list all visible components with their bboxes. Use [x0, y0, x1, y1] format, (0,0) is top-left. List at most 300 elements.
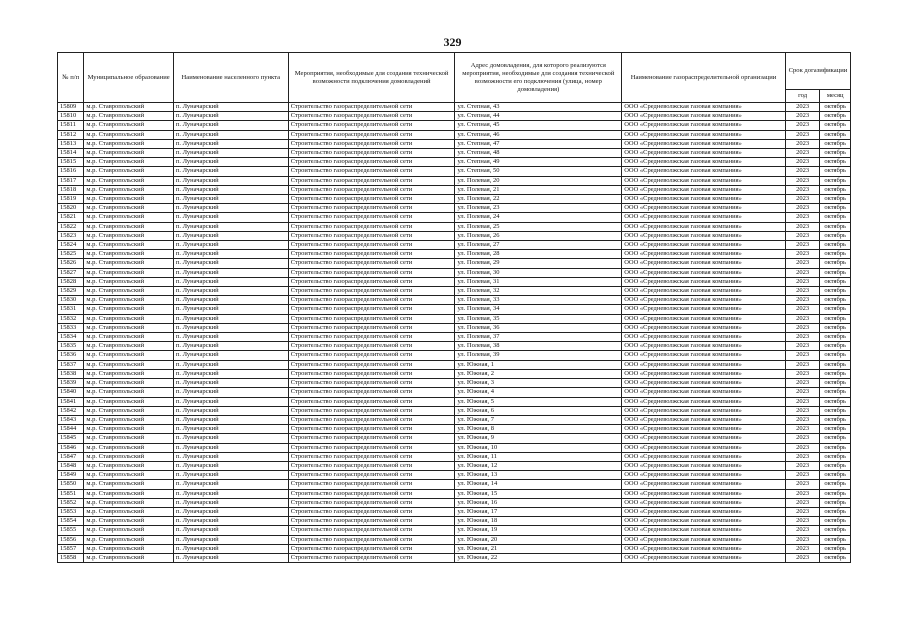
table-row — [58, 342, 851, 351]
cell-municipality: м.р. Ставропольский — [84, 139, 173, 148]
table-row — [58, 507, 851, 516]
cell-month: октябрь — [820, 149, 851, 158]
cell-year: 2023 — [785, 149, 820, 158]
cell-municipality: м.р. Ставропольский — [84, 296, 173, 305]
cell-municipality: м.р. Ставропольский — [84, 268, 173, 277]
cell-activity: Строительство газораспределительной сети — [288, 498, 455, 507]
table-row — [58, 121, 851, 130]
cell-number: 15836 — [58, 351, 84, 360]
header-municipality: Муниципальное образование — [84, 53, 173, 103]
cell-municipality: м.р. Ставропольский — [84, 425, 173, 434]
cell-month: октябрь — [820, 277, 851, 286]
cell-municipality: м.р. Ставропольский — [84, 314, 173, 323]
cell-activity: Строительство газораспределительной сети — [288, 185, 455, 194]
cell-year: 2023 — [785, 250, 820, 259]
cell-number: 15852 — [58, 498, 84, 507]
cell-month: октябрь — [820, 195, 851, 204]
cell-activity: Строительство газораспределительной сети — [288, 369, 455, 378]
cell-number: 15817 — [58, 176, 84, 185]
cell-organization: ООО «Средневолжская газовая компания» — [622, 130, 786, 139]
cell-organization: ООО «Средневолжская газовая компания» — [622, 480, 786, 489]
cell-number: 15812 — [58, 130, 84, 139]
table-row — [58, 259, 851, 268]
cell-activity: Строительство газораспределительной сети — [288, 231, 455, 240]
cell-address: ул. Южная, 1 — [455, 360, 622, 369]
cell-organization: ООО «Средневолжская газовая компания» — [622, 185, 786, 194]
cell-year: 2023 — [785, 130, 820, 139]
cell-number: 15829 — [58, 287, 84, 296]
cell-organization: ООО «Средневолжская газовая компания» — [622, 526, 786, 535]
cell-address: ул. Степная, 47 — [455, 139, 622, 148]
cell-locality: п. Луначарский — [173, 553, 288, 562]
cell-organization: ООО «Средневолжская газовая компания» — [622, 323, 786, 332]
table-row — [58, 268, 851, 277]
cell-number: 15857 — [58, 544, 84, 553]
cell-locality: п. Луначарский — [173, 287, 288, 296]
table-row — [58, 250, 851, 259]
cell-municipality: м.р. Ставропольский — [84, 112, 173, 121]
cell-address: ул. Степная, 50 — [455, 167, 622, 176]
cell-month: октябрь — [820, 213, 851, 222]
cell-address: ул. Полевая, 38 — [455, 342, 622, 351]
cell-year: 2023 — [785, 323, 820, 332]
cell-month: октябрь — [820, 112, 851, 121]
cell-address: ул. Южная, 13 — [455, 471, 622, 480]
cell-locality: п. Луначарский — [173, 204, 288, 213]
cell-organization: ООО «Средневолжская газовая компания» — [622, 314, 786, 323]
cell-address: ул. Полевая, 37 — [455, 333, 622, 342]
table-row — [58, 323, 851, 332]
cell-locality: п. Луначарский — [173, 268, 288, 277]
table-row — [58, 434, 851, 443]
cell-number: 15825 — [58, 250, 84, 259]
cell-number: 15824 — [58, 241, 84, 250]
cell-month: октябрь — [820, 204, 851, 213]
cell-locality: п. Луначарский — [173, 323, 288, 332]
cell-number: 15833 — [58, 323, 84, 332]
cell-address: ул. Полевая, 34 — [455, 305, 622, 314]
cell-year: 2023 — [785, 333, 820, 342]
cell-address: ул. Южная, 21 — [455, 544, 622, 553]
cell-number: 15816 — [58, 167, 84, 176]
cell-organization: ООО «Средневолжская газовая компания» — [622, 287, 786, 296]
cell-organization: ООО «Средневолжская газовая компания» — [622, 241, 786, 250]
cell-activity: Строительство газораспределительной сети — [288, 489, 455, 498]
cell-activity: Строительство газораспределительной сети — [288, 397, 455, 406]
cell-month: октябрь — [820, 526, 851, 535]
table-row — [58, 103, 851, 112]
cell-year: 2023 — [785, 296, 820, 305]
table-row — [58, 195, 851, 204]
cell-month: октябрь — [820, 461, 851, 470]
cell-year: 2023 — [785, 360, 820, 369]
cell-municipality: м.р. Ставропольский — [84, 480, 173, 489]
cell-municipality: м.р. Ставропольский — [84, 526, 173, 535]
cell-month: октябрь — [820, 434, 851, 443]
cell-year: 2023 — [785, 443, 820, 452]
cell-month: октябрь — [820, 323, 851, 332]
cell-year: 2023 — [785, 268, 820, 277]
cell-locality: п. Луначарский — [173, 360, 288, 369]
cell-municipality: м.р. Ставропольский — [84, 369, 173, 378]
cell-month: октябрь — [820, 443, 851, 452]
cell-municipality: м.р. Ставропольский — [84, 195, 173, 204]
cell-locality: п. Луначарский — [173, 471, 288, 480]
cell-month: октябрь — [820, 139, 851, 148]
cell-number: 15823 — [58, 231, 84, 240]
table-row — [58, 489, 851, 498]
cell-municipality: м.р. Ставропольский — [84, 185, 173, 194]
cell-municipality: м.р. Ставропольский — [84, 471, 173, 480]
cell-activity: Строительство газораспределительной сети — [288, 452, 455, 461]
cell-address: ул. Южная, 15 — [455, 489, 622, 498]
cell-organization: ООО «Средневолжская газовая компания» — [622, 305, 786, 314]
cell-activity: Строительство газораспределительной сети — [288, 388, 455, 397]
cell-year: 2023 — [785, 259, 820, 268]
cell-locality: п. Луначарский — [173, 158, 288, 167]
cell-year: 2023 — [785, 277, 820, 286]
cell-organization: ООО «Средневолжская газовая компания» — [622, 452, 786, 461]
header-term: Срок догазификации — [785, 53, 850, 90]
cell-month: октябрь — [820, 425, 851, 434]
cell-number: 15850 — [58, 480, 84, 489]
cell-municipality: м.р. Ставропольский — [84, 149, 173, 158]
cell-number: 15844 — [58, 425, 84, 434]
cell-municipality: м.р. Ставропольский — [84, 360, 173, 369]
table-row — [58, 360, 851, 369]
cell-year: 2023 — [785, 222, 820, 231]
cell-month: октябрь — [820, 498, 851, 507]
cell-address: ул. Степная, 45 — [455, 121, 622, 130]
cell-organization: ООО «Средневолжская газовая компания» — [622, 222, 786, 231]
cell-month: октябрь — [820, 268, 851, 277]
header-activity: Мероприятия, необходимые для создания технической возможности подключения домовладений — [288, 53, 455, 103]
cell-activity: Строительство газораспределительной сети — [288, 461, 455, 470]
cell-number: 15832 — [58, 314, 84, 323]
cell-locality: п. Луначарский — [173, 397, 288, 406]
table-row — [58, 130, 851, 139]
cell-year: 2023 — [785, 434, 820, 443]
cell-locality: п. Луначарский — [173, 305, 288, 314]
cell-municipality: м.р. Ставропольский — [84, 535, 173, 544]
cell-municipality: м.р. Ставропольский — [84, 544, 173, 553]
cell-locality: п. Луначарский — [173, 130, 288, 139]
cell-activity: Строительство газораспределительной сети — [288, 139, 455, 148]
cell-year: 2023 — [785, 535, 820, 544]
cell-month: октябрь — [820, 471, 851, 480]
cell-month: октябрь — [820, 121, 851, 130]
cell-organization: ООО «Средневолжская газовая компания» — [622, 176, 786, 185]
cell-year: 2023 — [785, 241, 820, 250]
cell-address: ул. Южная, 18 — [455, 517, 622, 526]
cell-number: 15840 — [58, 388, 84, 397]
cell-municipality: м.р. Ставропольский — [84, 305, 173, 314]
cell-year: 2023 — [785, 461, 820, 470]
cell-address: ул. Полевая, 31 — [455, 277, 622, 286]
cell-number: 15854 — [58, 517, 84, 526]
header-year: год — [785, 90, 820, 103]
cell-locality: п. Луначарский — [173, 452, 288, 461]
page-number: 329 — [443, 35, 462, 49]
cell-month: октябрь — [820, 314, 851, 323]
cell-address: ул. Южная, 11 — [455, 452, 622, 461]
cell-month: октябрь — [820, 480, 851, 489]
cell-organization: ООО «Средневолжская газовая компания» — [622, 195, 786, 204]
cell-locality: п. Луначарский — [173, 489, 288, 498]
cell-month: октябрь — [820, 130, 851, 139]
cell-number: 15848 — [58, 461, 84, 470]
table-row — [58, 535, 851, 544]
cell-month: октябрь — [820, 167, 851, 176]
cell-locality: п. Луначарский — [173, 149, 288, 158]
cell-number: 15820 — [58, 204, 84, 213]
cell-month: октябрь — [820, 415, 851, 424]
cell-address: ул. Южная, 5 — [455, 397, 622, 406]
cell-organization: ООО «Средневолжская газовая компания» — [622, 277, 786, 286]
cell-activity: Строительство газораспределительной сети — [288, 121, 455, 130]
cell-month: октябрь — [820, 544, 851, 553]
table-row — [58, 425, 851, 434]
cell-organization: ООО «Средневолжская газовая компания» — [622, 342, 786, 351]
cell-activity: Строительство газораспределительной сети — [288, 204, 455, 213]
cell-locality: п. Луначарский — [173, 388, 288, 397]
table-row — [58, 277, 851, 286]
cell-year: 2023 — [785, 121, 820, 130]
cell-year: 2023 — [785, 195, 820, 204]
cell-activity: Строительство газораспределительной сети — [288, 351, 455, 360]
cell-organization: ООО «Средневолжская газовая компания» — [622, 553, 786, 562]
cell-year: 2023 — [785, 176, 820, 185]
cell-organization: ООО «Средневолжская газовая компания» — [622, 379, 786, 388]
cell-year: 2023 — [785, 167, 820, 176]
cell-locality: п. Луначарский — [173, 103, 288, 112]
cell-locality: п. Луначарский — [173, 185, 288, 194]
cell-locality: п. Луначарский — [173, 333, 288, 342]
cell-number: 15830 — [58, 296, 84, 305]
cell-number: 15828 — [58, 277, 84, 286]
cell-locality: п. Луначарский — [173, 112, 288, 121]
cell-month: октябрь — [820, 259, 851, 268]
cell-organization: ООО «Средневолжская газовая компания» — [622, 397, 786, 406]
cell-month: октябрь — [820, 379, 851, 388]
cell-year: 2023 — [785, 213, 820, 222]
cell-year: 2023 — [785, 314, 820, 323]
cell-month: октябрь — [820, 452, 851, 461]
cell-activity: Строительство газораспределительной сети — [288, 434, 455, 443]
cell-locality: п. Луначарский — [173, 369, 288, 378]
cell-number: 15815 — [58, 158, 84, 167]
cell-number: 15831 — [58, 305, 84, 314]
cell-locality: п. Луначарский — [173, 259, 288, 268]
cell-address: ул. Степная, 48 — [455, 149, 622, 158]
table-row — [58, 296, 851, 305]
table-row — [58, 231, 851, 240]
cell-month: октябрь — [820, 158, 851, 167]
cell-address: ул. Южная, 2 — [455, 369, 622, 378]
cell-organization: ООО «Средневолжская газовая компания» — [622, 259, 786, 268]
cell-address: ул. Полевая, 28 — [455, 250, 622, 259]
table-row — [58, 222, 851, 231]
cell-municipality: м.р. Ставропольский — [84, 323, 173, 332]
cell-number: 15826 — [58, 259, 84, 268]
cell-municipality: м.р. Ставропольский — [84, 176, 173, 185]
cell-month: октябрь — [820, 231, 851, 240]
cell-year: 2023 — [785, 112, 820, 121]
cell-organization: ООО «Средневолжская газовая компания» — [622, 489, 786, 498]
cell-municipality: м.р. Ставропольский — [84, 103, 173, 112]
cell-locality: п. Луначарский — [173, 517, 288, 526]
cell-activity: Строительство газораспределительной сети — [288, 222, 455, 231]
cell-organization: ООО «Средневолжская газовая компания» — [622, 213, 786, 222]
cell-address: ул. Южная, 17 — [455, 507, 622, 516]
cell-year: 2023 — [785, 406, 820, 415]
cell-organization: ООО «Средневолжская газовая компания» — [622, 139, 786, 148]
cell-number: 15818 — [58, 185, 84, 194]
cell-year: 2023 — [785, 425, 820, 434]
cell-municipality: м.р. Ставропольский — [84, 121, 173, 130]
cell-year: 2023 — [785, 397, 820, 406]
cell-municipality: м.р. Ставропольский — [84, 158, 173, 167]
cell-address: ул. Южная, 10 — [455, 443, 622, 452]
cell-locality: п. Луначарский — [173, 425, 288, 434]
cell-month: октябрь — [820, 176, 851, 185]
cell-month: октябрь — [820, 342, 851, 351]
cell-municipality: м.р. Ставропольский — [84, 406, 173, 415]
cell-address: ул. Полевая, 20 — [455, 176, 622, 185]
cell-activity: Строительство газораспределительной сети — [288, 314, 455, 323]
cell-address: ул. Степная, 43 — [455, 103, 622, 112]
cell-month: октябрь — [820, 553, 851, 562]
cell-address: ул. Южная, 3 — [455, 379, 622, 388]
cell-number: 15846 — [58, 443, 84, 452]
table-row — [58, 351, 851, 360]
cell-address: ул. Южная, 12 — [455, 461, 622, 470]
cell-organization: ООО «Средневолжская газовая компания» — [622, 360, 786, 369]
cell-municipality: м.р. Ставропольский — [84, 231, 173, 240]
cell-year: 2023 — [785, 517, 820, 526]
cell-address: ул. Южная, 20 — [455, 535, 622, 544]
cell-activity: Строительство газораспределительной сети — [288, 342, 455, 351]
table-row — [58, 544, 851, 553]
cell-activity: Строительство газораспределительной сети — [288, 158, 455, 167]
table-row — [58, 553, 851, 562]
cell-month: октябрь — [820, 535, 851, 544]
cell-year: 2023 — [785, 471, 820, 480]
cell-year: 2023 — [785, 158, 820, 167]
cell-year: 2023 — [785, 204, 820, 213]
cell-activity: Строительство газораспределительной сети — [288, 250, 455, 259]
cell-address: ул. Полевая, 29 — [455, 259, 622, 268]
cell-year: 2023 — [785, 369, 820, 378]
cell-activity: Строительство газораспределительной сети — [288, 268, 455, 277]
cell-locality: п. Луначарский — [173, 314, 288, 323]
cell-organization: ООО «Средневолжская газовая компания» — [622, 434, 786, 443]
cell-activity: Строительство газораспределительной сети — [288, 167, 455, 176]
table-row — [58, 333, 851, 342]
cell-municipality: м.р. Ставропольский — [84, 498, 173, 507]
cell-activity: Строительство газораспределительной сети — [288, 443, 455, 452]
cell-address: ул. Полевая, 23 — [455, 204, 622, 213]
cell-address: ул. Полевая, 27 — [455, 241, 622, 250]
cell-year: 2023 — [785, 553, 820, 562]
cell-number: 15843 — [58, 415, 84, 424]
table-row — [58, 498, 851, 507]
cell-activity: Строительство газораспределительной сети — [288, 176, 455, 185]
cell-organization: ООО «Средневолжская газовая компания» — [622, 406, 786, 415]
cell-number: 15819 — [58, 195, 84, 204]
table-row — [58, 305, 851, 314]
cell-month: октябрь — [820, 397, 851, 406]
cell-municipality: м.р. Ставропольский — [84, 250, 173, 259]
cell-organization: ООО «Средневолжская газовая компания» — [622, 461, 786, 470]
cell-municipality: м.р. Ставропольский — [84, 517, 173, 526]
cell-number: 15849 — [58, 471, 84, 480]
cell-month: октябрь — [820, 360, 851, 369]
header-locality: Наименование населенного пункта — [173, 53, 288, 103]
table-row — [58, 480, 851, 489]
header-organization: Наименование газораспределительной организации — [622, 53, 786, 103]
cell-municipality: м.р. Ставропольский — [84, 351, 173, 360]
cell-year: 2023 — [785, 379, 820, 388]
cell-year: 2023 — [785, 480, 820, 489]
cell-locality: п. Луначарский — [173, 213, 288, 222]
cell-address: ул. Полевая, 39 — [455, 351, 622, 360]
cell-organization: ООО «Средневолжская газовая компания» — [622, 388, 786, 397]
cell-activity: Строительство газораспределительной сети — [288, 471, 455, 480]
cell-month: октябрь — [820, 517, 851, 526]
cell-number: 15821 — [58, 213, 84, 222]
cell-municipality: м.р. Ставропольский — [84, 388, 173, 397]
cell-number: 15842 — [58, 406, 84, 415]
cell-number: 15814 — [58, 149, 84, 158]
cell-activity: Строительство газораспределительной сети — [288, 517, 455, 526]
cell-activity: Строительство газораспределительной сети — [288, 103, 455, 112]
cell-address: ул. Южная, 7 — [455, 415, 622, 424]
cell-address: ул. Южная, 19 — [455, 526, 622, 535]
cell-locality: п. Луначарский — [173, 498, 288, 507]
cell-address: ул. Полевая, 33 — [455, 296, 622, 305]
cell-municipality: м.р. Ставропольский — [84, 342, 173, 351]
cell-locality: п. Луначарский — [173, 379, 288, 388]
cell-number: 15855 — [58, 526, 84, 535]
table-row — [58, 287, 851, 296]
cell-activity: Строительство газораспределительной сети — [288, 112, 455, 121]
cell-year: 2023 — [785, 287, 820, 296]
cell-address: ул. Южная, 14 — [455, 480, 622, 489]
cell-address: ул. Полевая, 21 — [455, 185, 622, 194]
cell-locality: п. Луначарский — [173, 406, 288, 415]
table-row — [58, 314, 851, 323]
cell-municipality: м.р. Ставропольский — [84, 130, 173, 139]
cell-organization: ООО «Средневолжская газовая компания» — [622, 231, 786, 240]
cell-month: октябрь — [820, 333, 851, 342]
cell-organization: ООО «Средневолжская газовая компания» — [622, 369, 786, 378]
cell-organization: ООО «Средневолжская газовая компания» — [622, 415, 786, 424]
table-row — [58, 176, 851, 185]
cell-activity: Строительство газораспределительной сети — [288, 333, 455, 342]
cell-organization: ООО «Средневолжская газовая компания» — [622, 250, 786, 259]
cell-organization: ООО «Средневолжская газовая компания» — [622, 103, 786, 112]
cell-activity: Строительство газораспределительной сети — [288, 149, 455, 158]
table-row — [58, 461, 851, 470]
cell-address: ул. Степная, 46 — [455, 130, 622, 139]
cell-organization: ООО «Средневолжская газовая компания» — [622, 471, 786, 480]
cell-locality: п. Луначарский — [173, 277, 288, 286]
table-row — [58, 204, 851, 213]
cell-address: ул. Полевая, 32 — [455, 287, 622, 296]
cell-organization: ООО «Средневолжская газовая компания» — [622, 158, 786, 167]
cell-locality: п. Луначарский — [173, 296, 288, 305]
